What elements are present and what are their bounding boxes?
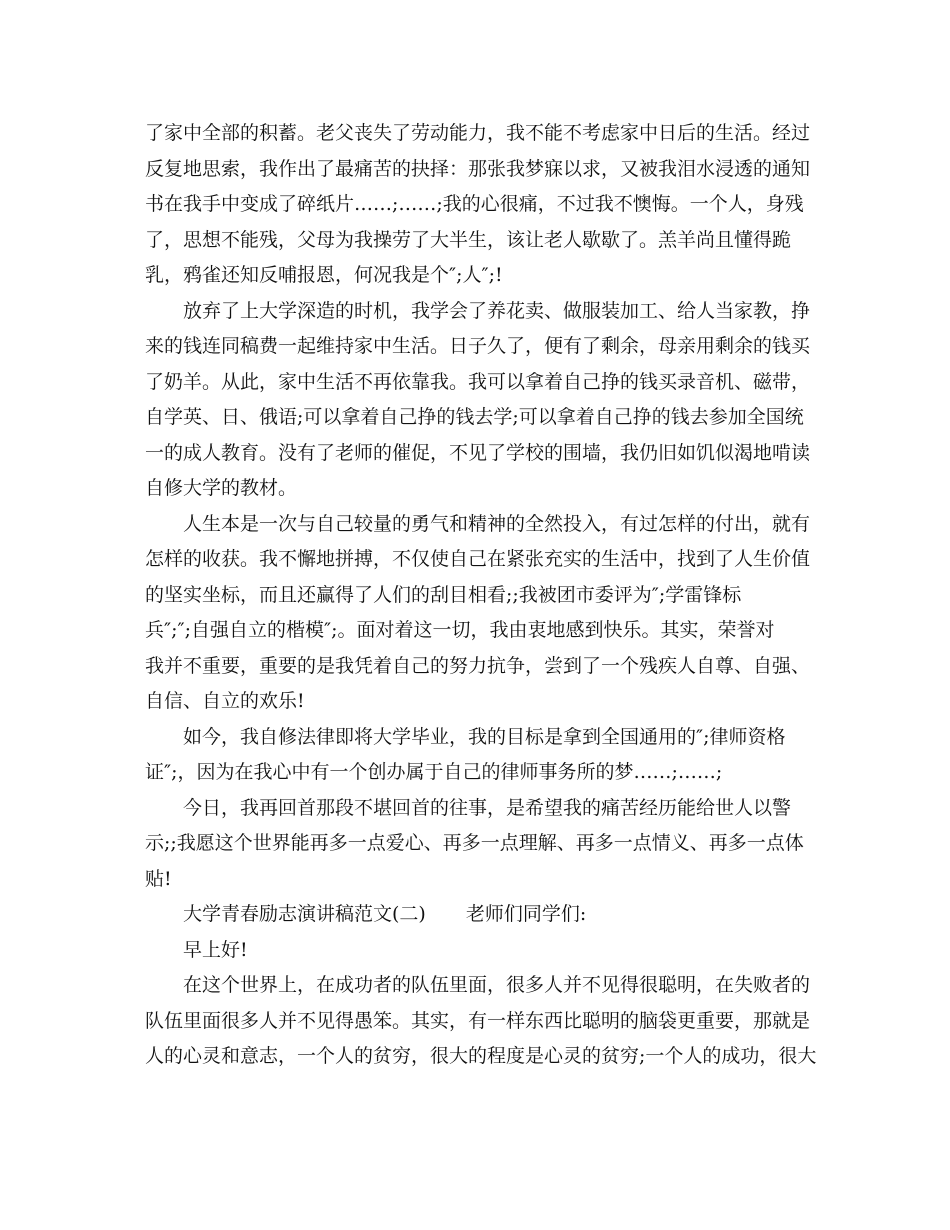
greeting-line [145,933,810,969]
line-text: 今日，我再回首那段不堪回首的往事，是希望我的痛苦经历能给世人以警 [183,796,792,819]
line-text: 怎样的收获。我不懈地拼搏，不仅使自己在紧张充实的生活中，找到了人生价值 [145,548,811,570]
line-text: 乳，鸦雀还知反哺报恩，何况我是个″;人″;! [145,264,503,286]
text-line [145,968,810,1004]
line-text: 了奶羊。从此，家中生活不再依靠我。我可以拿着自己挣的钱买录音机、磁带， [145,370,811,393]
line-text: 了家中全部的积蓄。老父丧失了劳动能力，我不能不考虑家中日后的生活。经过 [145,122,811,144]
line-text: 队伍里面很多人并不见得愚笨。其实，有一样东西比聪明的脑袋更重要，那就是 [145,1009,811,1032]
line-text: 证″;，因为在我心中有一个创办属于自己的律师事务所的梦……;……; [145,761,723,783]
text-line [145,720,810,756]
section-heading: 大学青春励志演讲稿范文(二) [183,903,426,925]
line-text: 人生本是一次与自己较量的勇气和精神的全然投入，有过怎样的付出，就有 [183,512,811,535]
greeting: 早上好! [183,938,248,961]
text-line [145,294,810,330]
text-line [145,152,810,188]
line-text: 如今，我自修法律即将大学毕业，我的目标是拿到全国通用的″;律师资格 [183,725,786,748]
text-line [145,329,810,365]
line-text: 一的成人教育。没有了老师的催促，不见了学校的围墙，我仍旧如饥似渴地啃读 [145,441,811,464]
salutation: 老师们同学们: [465,903,587,925]
text-line [145,826,810,862]
text-line [145,258,810,294]
line-text: 兵″;″;自强自立的楷模″;。面对着这一切，我由衷地感到快乐。其实，荣誉对 [145,619,775,641]
text-line [145,471,810,507]
text-line [145,649,810,685]
text-line [145,436,810,472]
line-text: 放弃了上大学深造的时机，我学会了养花卖、做服装加工、给人当家教，挣 [183,299,811,322]
text-line [145,755,810,791]
line-text: 在这个世界上，在成功者的队伍里面，很多人并不见得很聪明，在失败者的 [183,974,811,996]
text-line [145,1004,810,1040]
text-line [145,862,810,898]
line-text: 了，思想不能残，父母为我操劳了大半生，该让老人歇歇了。羔羊尚且懂得跪 [145,228,792,251]
section-heading-line [145,897,810,933]
text-line [145,507,810,543]
text-line [145,365,810,401]
line-text: 的坚实坐标，而且还赢得了人们的刮目相看;;我被团市委评为″;学雷锋标 [145,583,742,606]
line-text: 人的心灵和意志，一个人的贫穷，很大的程度是心灵的贫穷;一个人的成功，很大 [145,1045,817,1067]
text-line [145,187,810,223]
text-line [145,791,810,827]
paragraph-block-tail [145,968,817,1075]
line-text: 来的钱连同稿费一起维持家中生活。日子久了，便有了剩余，母亲用剩余的钱买 [145,335,811,357]
text-line [145,116,810,152]
line-text: 反复地思索，我作出了最痛苦的抉择：那张我梦寐以求，又被我泪水浸透的通知 [145,157,811,180]
text-line [145,400,810,436]
line-text: 书在我手中变成了碎纸片……;……;我的心很痛，不过我不懊悔。一个人，身残 [145,193,804,215]
line-text: 我并不重要，重要的是我凭着自己的努力抗争，尝到了一个残疾人自尊、自强、 [145,654,811,677]
text-line [145,613,810,649]
document-body [145,116,817,1075]
line-text: 自信、自立的欢乐! [145,690,305,712]
line-text: 贴! [145,867,172,890]
line-text: 示;;我愿这个世界能再多一点爱心、再多一点理解、再多一点情义、再多一点体 [145,832,804,854]
paragraph-block-main [145,116,810,897]
text-line [145,578,810,614]
text-line [145,223,810,259]
text-line [145,1039,817,1075]
text-line [145,684,810,720]
text-line [145,542,810,578]
line-text: 自修大学的教材。 [145,477,298,499]
line-text: 自学英、日、俄语;可以拿着自己挣的钱去学;可以拿着自己挣的钱去参加全国统 [145,406,804,428]
